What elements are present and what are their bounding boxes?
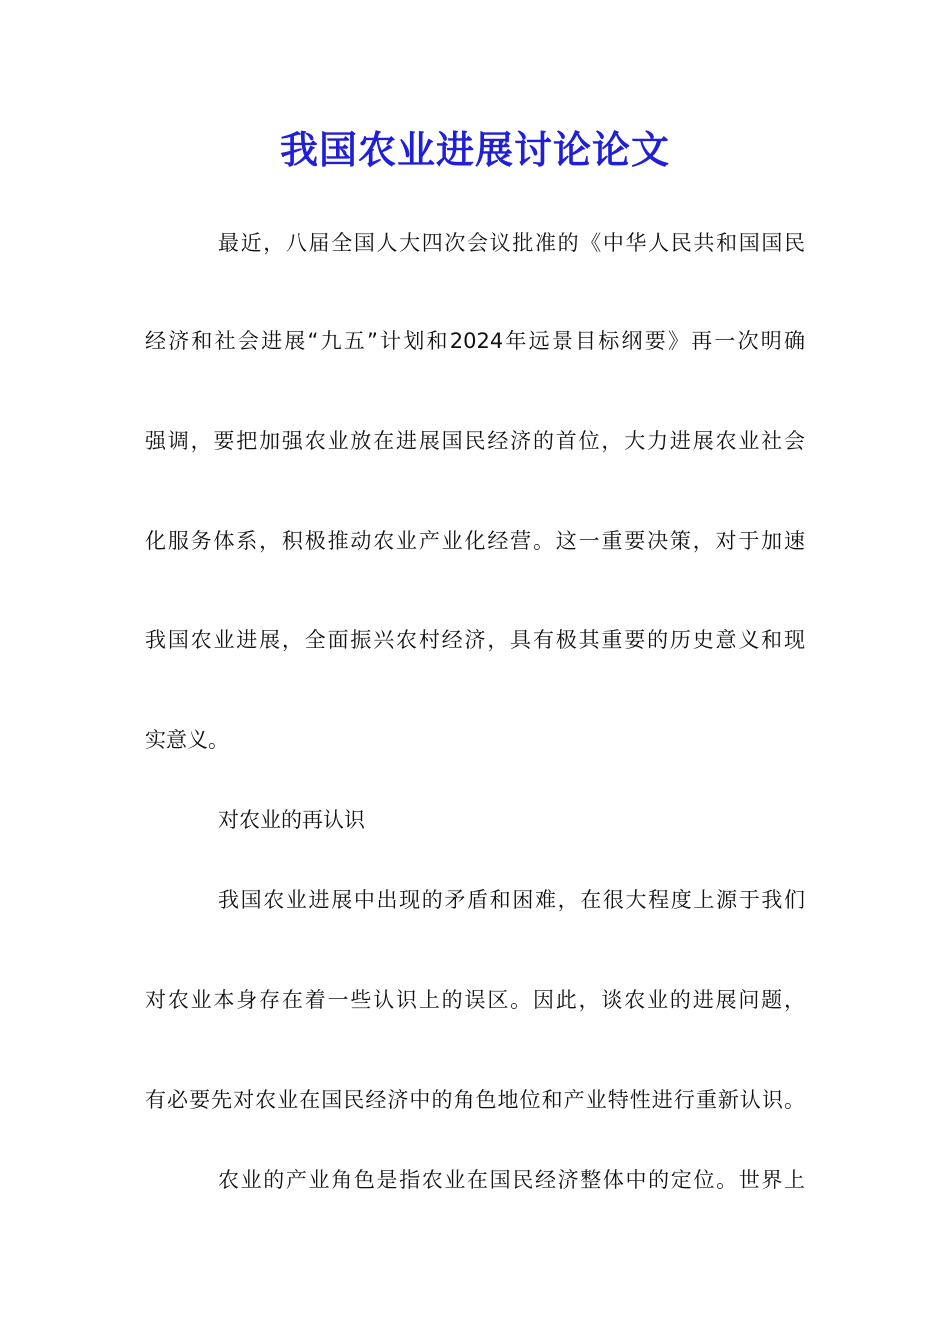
section-heading: 对农业的再认识 [218, 808, 365, 832]
paragraph-2-line-2: 对农业本身存在着一些认识上的误区。因此，谈农业的进展问题， [145, 988, 805, 1012]
paragraph-2-line-1: 我国农业进展中出现的矛盾和困难，在很大程度上源于我们 [218, 888, 805, 912]
paragraph-1-line-4: 化服务体系，积极推动农业产业化经营。这一重要决策，对于加速 [145, 529, 805, 553]
document-title: 我国农业进展讨论论文 [279, 127, 670, 172]
paragraph-1-line-1: 最近，八届全国人大四次会议批准的《中华人民共和国国民 [218, 231, 805, 255]
paragraph-3-line-1: 农业的产业角色是指农业在国民经济整体中的定位。世界上 [218, 1168, 805, 1192]
paragraph-2-line-3: 有必要先对农业在国民经济中的角色地位和产业特性进行重新认识。 [145, 1088, 805, 1112]
paragraph-1-line-3: 强调，要把加强农业放在进展国民经济的首位，大力进展农业社会 [145, 429, 805, 453]
paragraph-1-line-6: 实意义。 [145, 728, 229, 752]
paragraph-1-line-5: 我国农业进展，全面振兴农村经济，具有极其重要的历史意义和现 [145, 628, 805, 652]
paragraph-1-line-2: 经济和社会进展“九五”计划和2024年远景目标纲要》再一次明确 [145, 329, 805, 353]
